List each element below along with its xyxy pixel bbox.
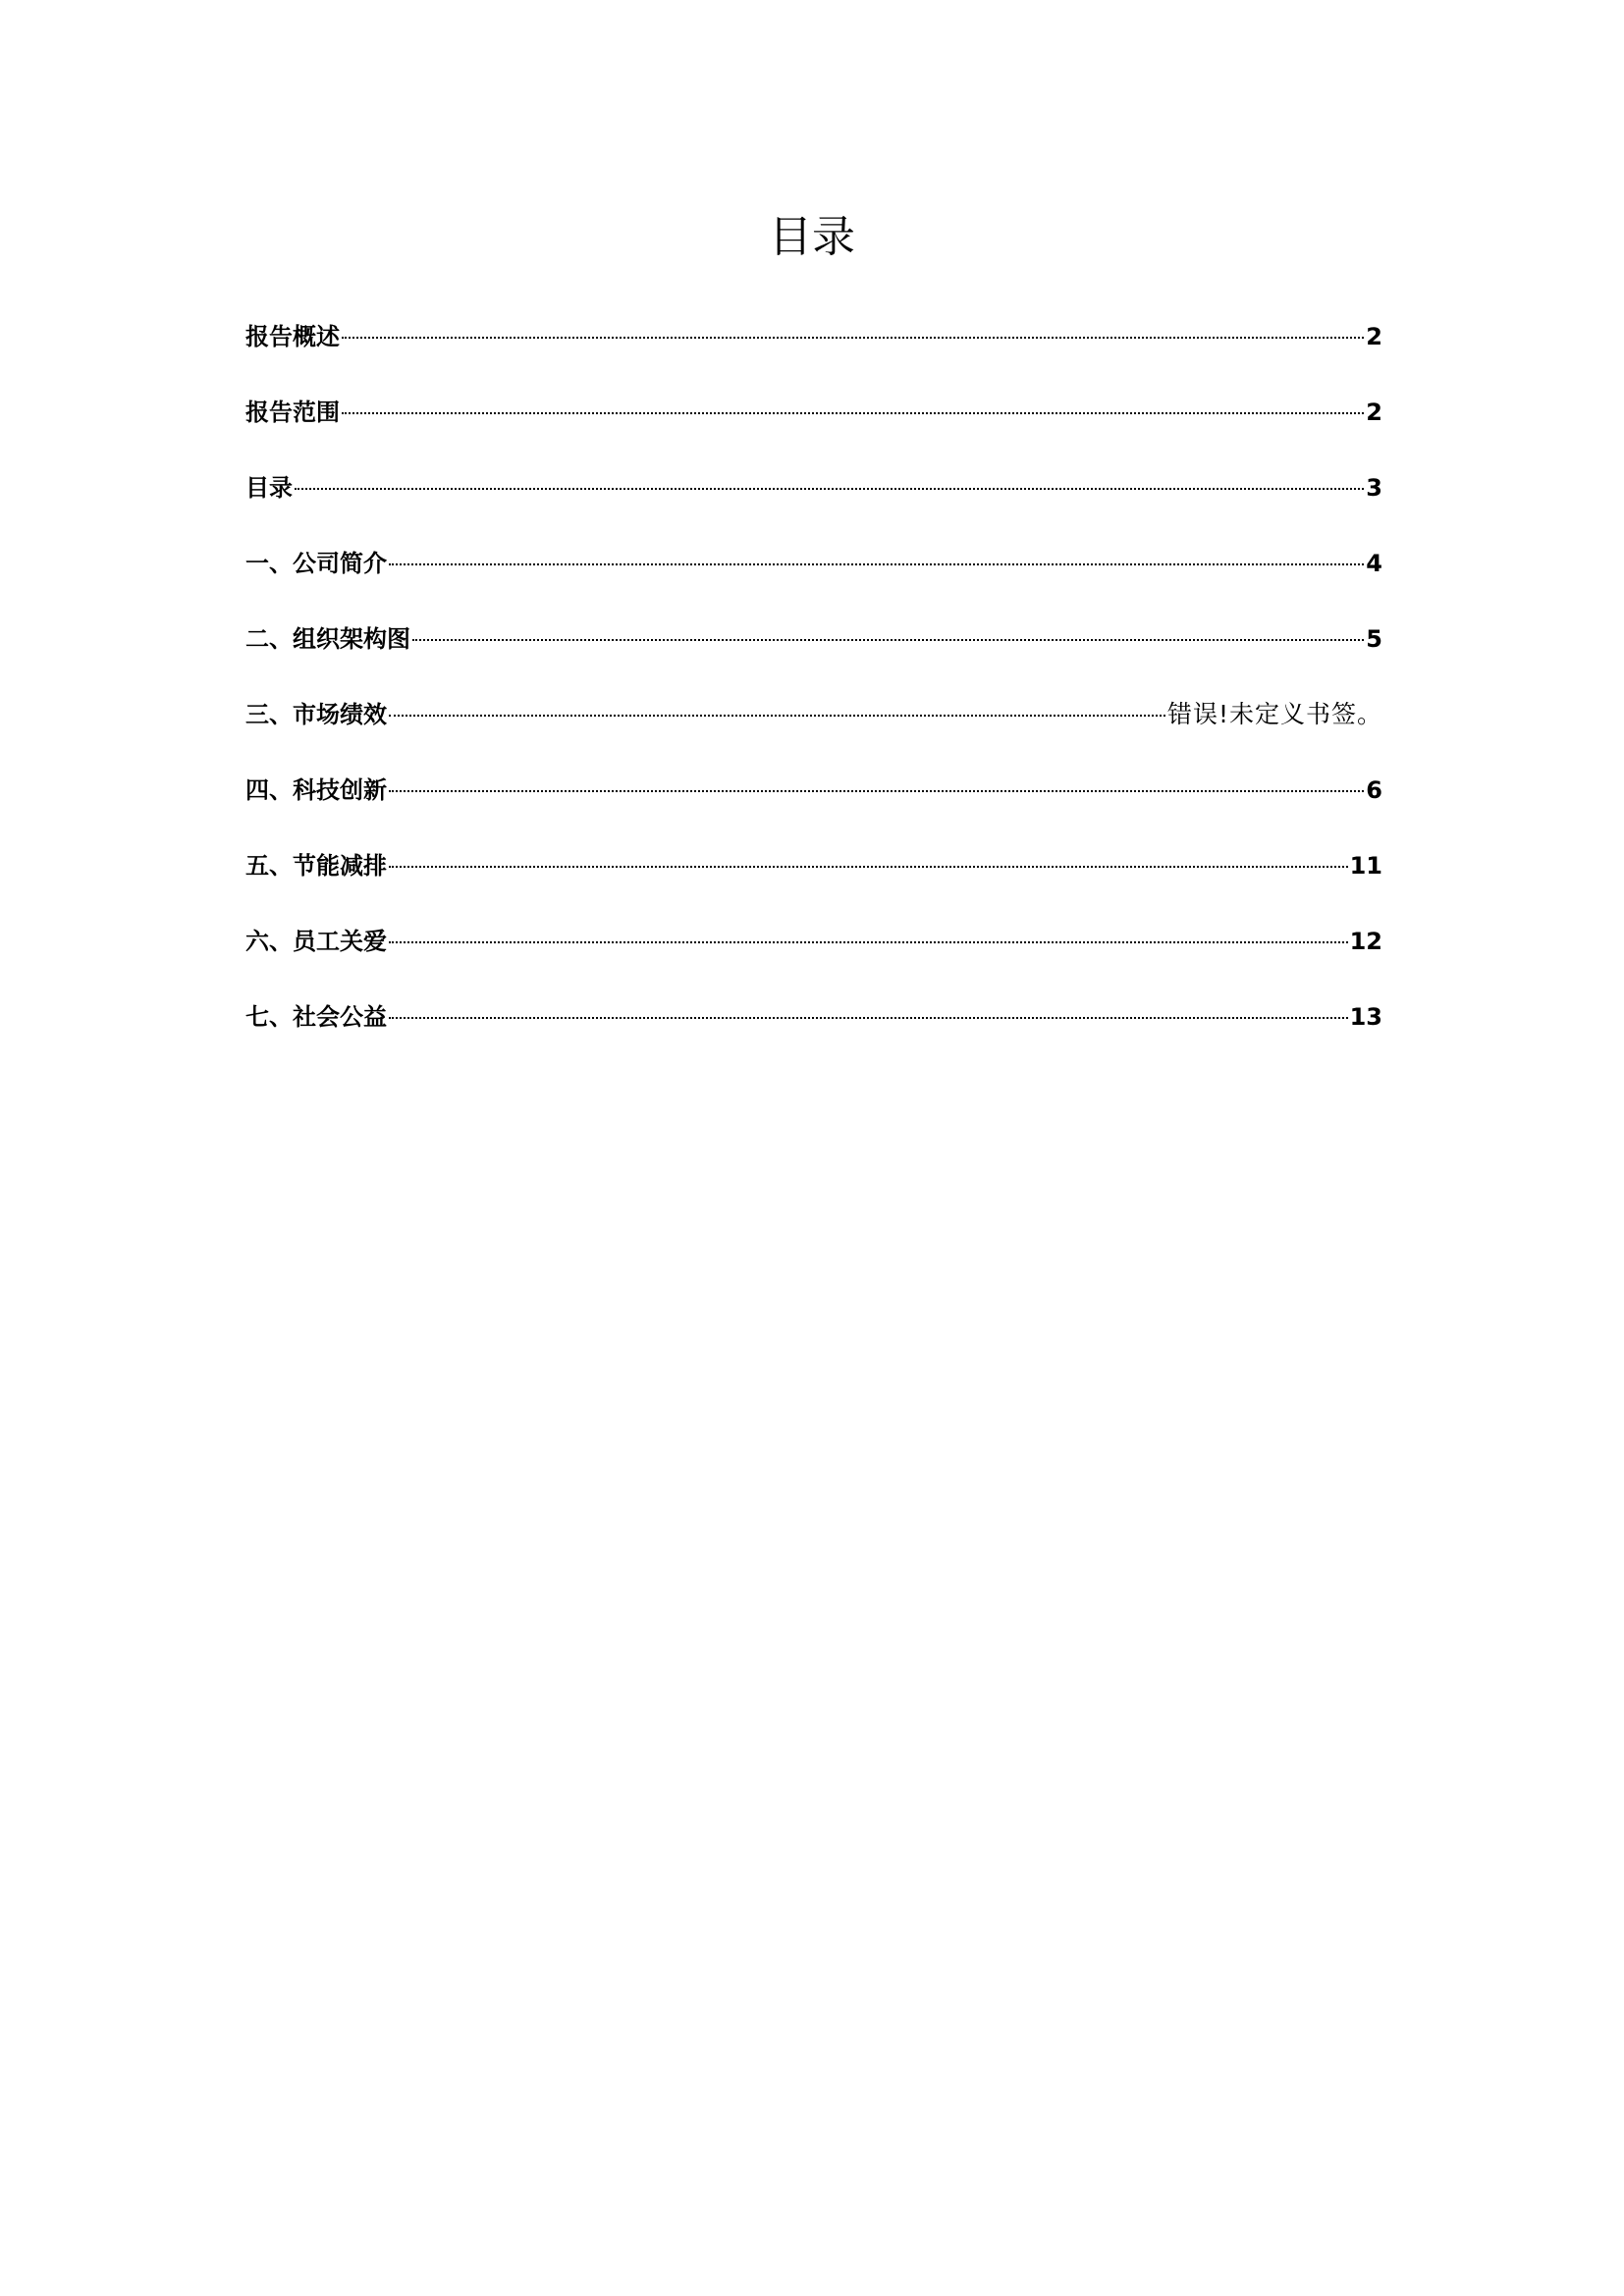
toc-entry-page-number: 12 bbox=[1349, 928, 1382, 955]
toc-entry-page-number: 4 bbox=[1366, 550, 1382, 577]
toc-entry-page-number: 2 bbox=[1366, 399, 1382, 426]
toc-dot-leader bbox=[342, 337, 1364, 339]
toc-title: 目录 bbox=[769, 212, 855, 262]
toc-entry-page-number: 2 bbox=[1366, 323, 1382, 350]
toc-entry-bookmark-error: 错误!未定义书签。 bbox=[1166, 700, 1382, 728]
toc-entry-label: 目录 bbox=[245, 474, 293, 502]
toc-dot-leader bbox=[389, 790, 1364, 792]
toc-dot-leader bbox=[389, 866, 1348, 868]
toc-dot-leader bbox=[389, 715, 1165, 717]
toc-entry-page-number: 11 bbox=[1349, 852, 1382, 880]
toc-entry-company-profile[interactable] bbox=[245, 539, 1382, 614]
toc-entry-page-number: 5 bbox=[1366, 625, 1382, 653]
toc-dot-leader bbox=[389, 941, 1348, 943]
toc-entry-social-welfare[interactable] bbox=[245, 992, 1382, 1068]
toc-entry-label: 四、科技创新 bbox=[245, 776, 387, 804]
toc-dot-leader bbox=[342, 412, 1364, 414]
toc-entry-page-number: 3 bbox=[1366, 474, 1382, 502]
toc-entry-label: 五、节能减排 bbox=[245, 852, 387, 880]
toc-entry-report-scope[interactable] bbox=[245, 388, 1382, 463]
toc-entry-label: 一、公司简介 bbox=[245, 550, 387, 577]
toc-entry-energy-saving[interactable] bbox=[245, 841, 1382, 917]
toc-entry-label: 七、社会公益 bbox=[245, 1003, 387, 1031]
toc-entry-label: 报告概述 bbox=[245, 323, 340, 350]
toc-entry-employee-care[interactable] bbox=[245, 917, 1382, 992]
toc-entry-label: 六、员工关爱 bbox=[245, 928, 387, 955]
toc-entry-label: 二、组织架构图 bbox=[245, 625, 410, 653]
toc-entry-page-number: 6 bbox=[1366, 776, 1382, 804]
toc-entry-contents[interactable] bbox=[245, 463, 1382, 539]
toc-dot-leader bbox=[389, 1017, 1348, 1019]
toc-dot-leader bbox=[412, 639, 1364, 641]
toc-entry-report-overview[interactable] bbox=[245, 312, 1382, 388]
toc-list bbox=[245, 312, 1382, 1068]
toc-dot-leader bbox=[295, 488, 1364, 490]
toc-dot-leader bbox=[389, 563, 1364, 565]
toc-entry-page-number: 13 bbox=[1349, 1003, 1382, 1031]
toc-entry-label: 三、市场绩效 bbox=[245, 701, 387, 728]
toc-entry-tech-innovation[interactable] bbox=[245, 766, 1382, 841]
toc-entry-org-chart[interactable] bbox=[245, 614, 1382, 690]
toc-entry-market-performance[interactable] bbox=[245, 690, 1382, 766]
toc-entry-label: 报告范围 bbox=[245, 399, 340, 426]
